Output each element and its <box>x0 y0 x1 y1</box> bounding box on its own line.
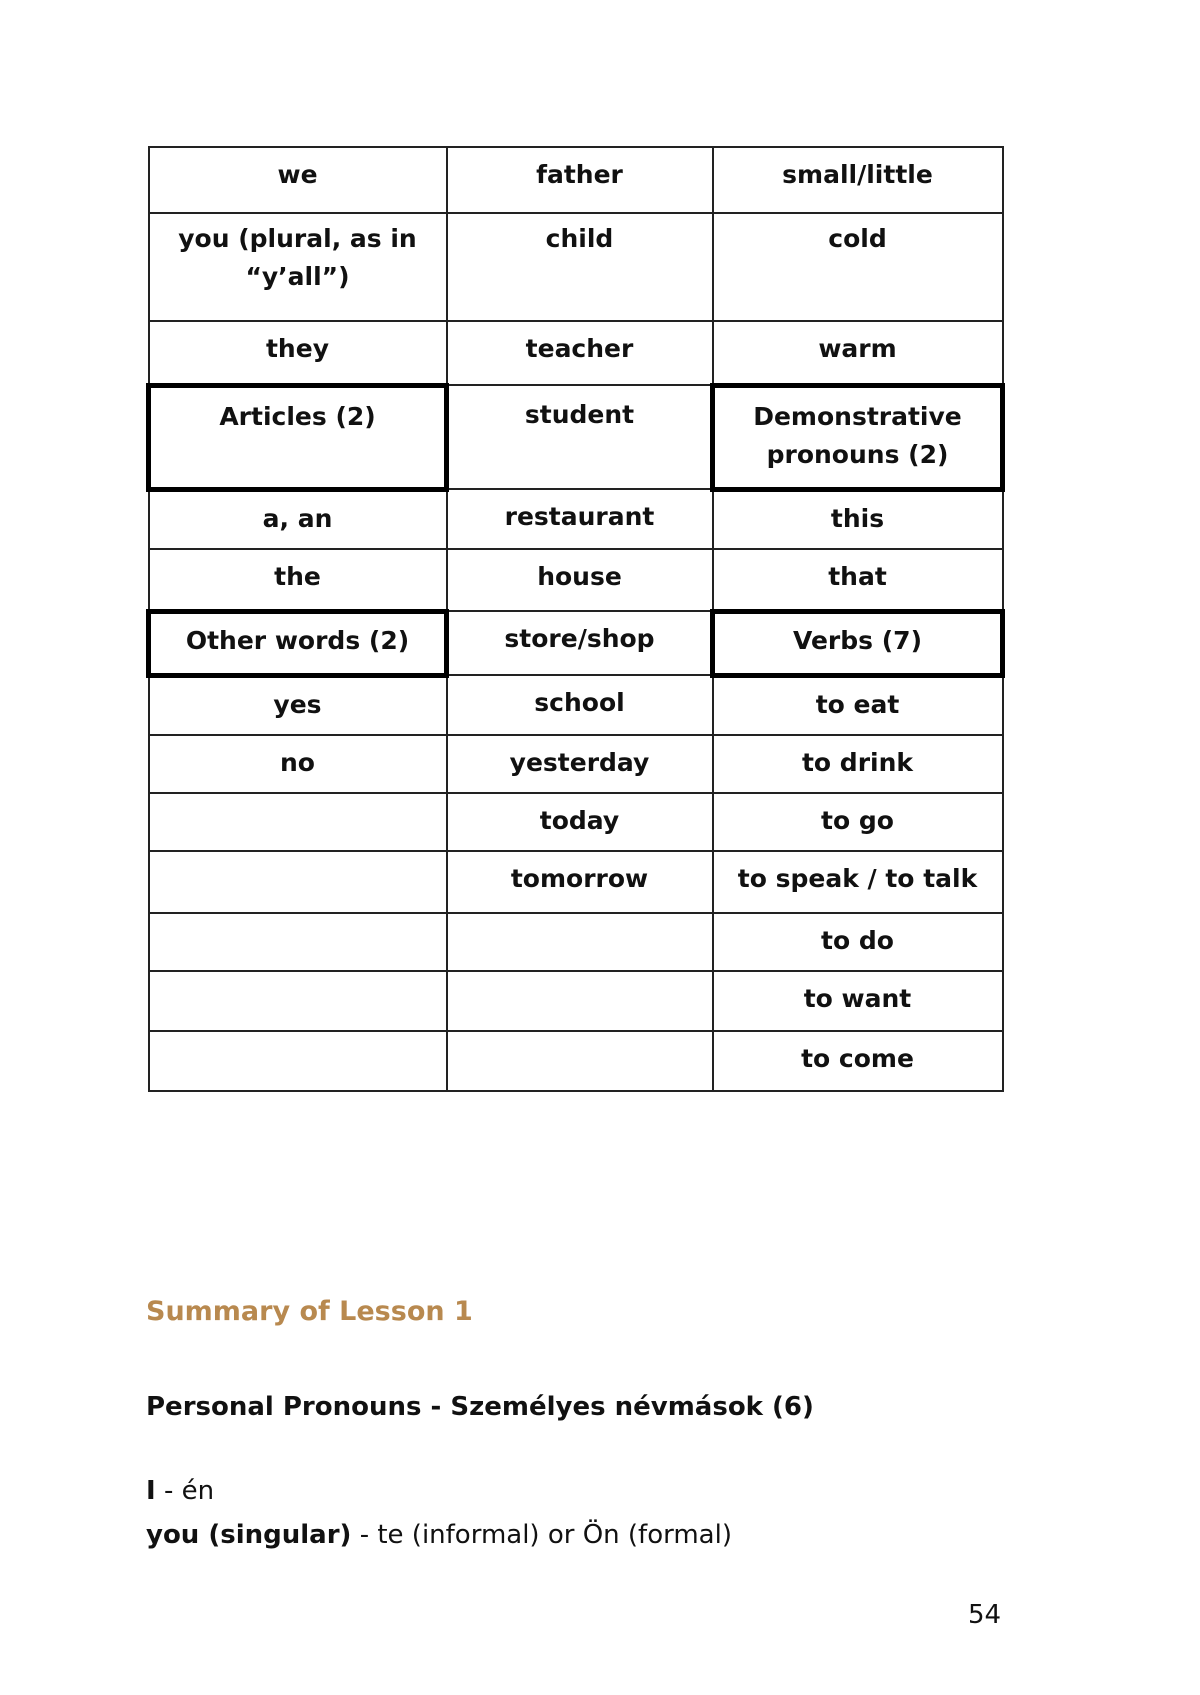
table-cell: student <box>447 385 713 489</box>
table-cell: teacher <box>447 321 713 385</box>
pronoun-translation: - én <box>155 1476 215 1506</box>
table-cell: child <box>447 213 713 321</box>
table-row <box>149 489 1003 549</box>
pronoun-term: I <box>146 1476 156 1506</box>
table-heading-cell: Demonstrative pronouns (2) <box>713 385 1003 489</box>
pronoun-translation: - te (informal) or Ön (formal) <box>351 1520 732 1550</box>
table-cell <box>149 1031 447 1091</box>
table-heading-cell: Articles (2) <box>149 385 447 489</box>
summary-title: Summary of Lesson 1 <box>146 1296 473 1327</box>
table-row <box>149 913 1003 971</box>
table-row <box>149 735 1003 793</box>
table-cell: that <box>713 549 1003 611</box>
table-row <box>149 793 1003 851</box>
table-cell: today <box>447 793 713 851</box>
table-row <box>149 675 1003 735</box>
table-cell: to come <box>713 1031 1003 1091</box>
table-row <box>149 971 1003 1031</box>
table-row <box>149 1031 1003 1091</box>
table-cell: to go <box>713 793 1003 851</box>
table-cell: you (plural, as in “y’all”) <box>149 213 447 321</box>
pronoun-line-you-singular <box>146 1520 732 1550</box>
table-cell: to speak / to talk <box>713 851 1003 913</box>
table-cell <box>149 851 447 913</box>
table-cell <box>149 913 447 971</box>
table-cell: school <box>447 675 713 735</box>
table-cell <box>447 913 713 971</box>
table-cell: we <box>149 147 447 213</box>
vocabulary-table-body <box>149 147 1003 1091</box>
table-cell: the <box>149 549 447 611</box>
vocabulary-table <box>146 146 1005 1092</box>
table-row <box>149 385 1003 489</box>
table-cell: father <box>447 147 713 213</box>
table-cell: cold <box>713 213 1003 321</box>
table-cell: yesterday <box>447 735 713 793</box>
pronoun-line-i <box>146 1476 214 1506</box>
table-row <box>149 851 1003 913</box>
table-cell: they <box>149 321 447 385</box>
table-cell: store/shop <box>447 611 713 675</box>
table-cell: to drink <box>713 735 1003 793</box>
table-row <box>149 549 1003 611</box>
table-cell: small/little <box>713 147 1003 213</box>
table-row <box>149 321 1003 385</box>
table-heading-cell: Verbs (7) <box>713 611 1003 675</box>
table-heading-cell: Other words (2) <box>149 611 447 675</box>
table-row <box>149 213 1003 321</box>
table-cell: house <box>447 549 713 611</box>
table-row <box>149 611 1003 675</box>
page-number: 54 <box>968 1600 1002 1630</box>
table-cell: no <box>149 735 447 793</box>
table-cell: tomorrow <box>447 851 713 913</box>
table-cell <box>447 1031 713 1091</box>
table-cell: yes <box>149 675 447 735</box>
table-cell: to want <box>713 971 1003 1031</box>
table-cell <box>149 971 447 1031</box>
table-cell: a, an <box>149 489 447 549</box>
table-cell: this <box>713 489 1003 549</box>
table-cell <box>149 793 447 851</box>
personal-pronouns-heading: Personal Pronouns - Személyes névmások (6) <box>146 1392 814 1422</box>
table-cell: warm <box>713 321 1003 385</box>
table-cell: to eat <box>713 675 1003 735</box>
table-cell: restaurant <box>447 489 713 549</box>
table-cell: to do <box>713 913 1003 971</box>
table-cell <box>447 971 713 1031</box>
pronoun-term: you (singular) <box>146 1520 352 1550</box>
table-row <box>149 147 1003 213</box>
